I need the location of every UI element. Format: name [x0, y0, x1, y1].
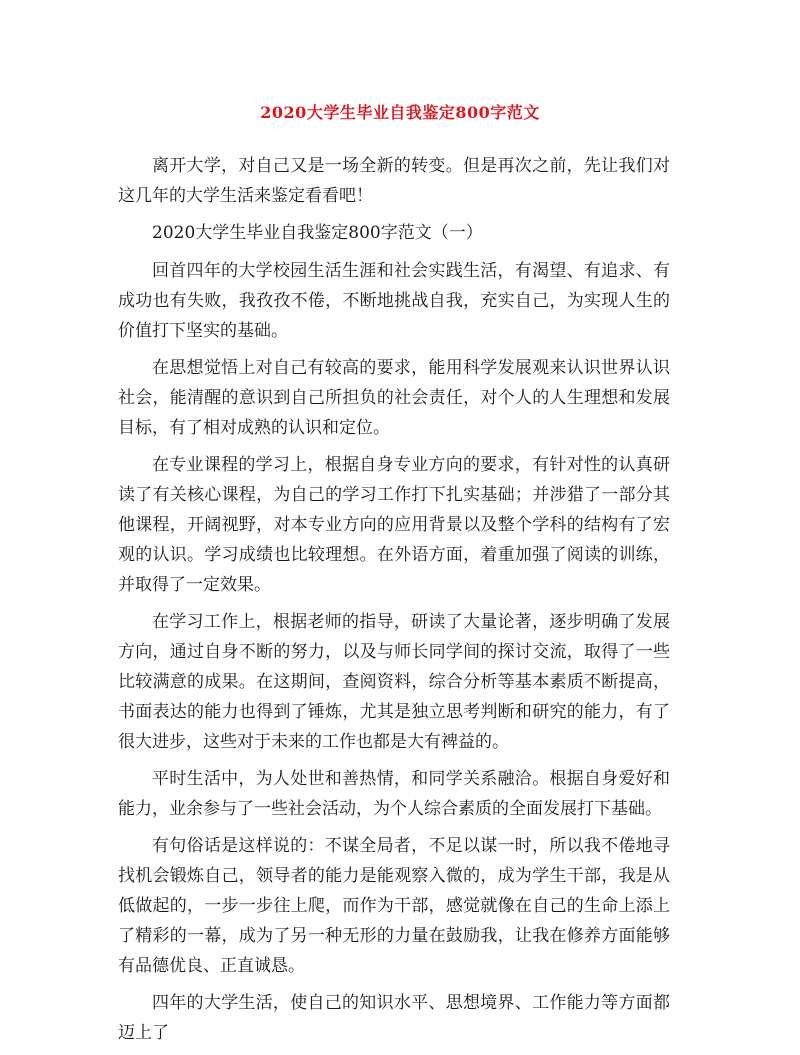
paragraph-leadership: 有句俗话是这样说的：不谋全局者，不足以谋一时，所以我不倦地寻找机会锻炼自己，领导者的能力是能观察入微的，成为学生干部，我是从低做起的，一步一步往上爬，而作为干部，感觉就像在自己的生命上添上了精彩的一幕，成为了另一种无形的力量在鼓励我，让我在修养方面能够有品德优良、正直诚恳。 [118, 836, 670, 976]
section-heading: 2020大学生毕业自我鉴定800字范文（一） [152, 223, 483, 243]
paragraph-intro: 离开大学，对自己又是一场全新的转变。但是再次之前，先让我们对这几年的大学生活来鉴定看看吧！ [118, 156, 670, 206]
paragraph-thought: 在思想觉悟上对自己有较高的要求，能用科学发展观来认识世界认识社会，能清醒的意识到自己所担负的社会责任，对个人的人生理想和发展目标，有了相对成熟的认识和定位。 [118, 358, 670, 438]
paragraph-life: 平时生活中，为人处世和善热情，和同学关系融洽。根据自身爱好和能力，业余参与了一些社会活动，为个人综合素质的全面发展打下基础。 [118, 769, 670, 819]
paragraph-research: 在学习工作上，根据老师的指导，研读了大量论著，逐步明确了发展方向，通过自身不断的努力，以及与师长同学间的探讨交流，取得了一些比较满意的成果。在这期间，查阅资料，综合分析等基本素质不断提高，书面表达的能力也得到了锤炼，尤其是独立思考判断和研究的能力，有了很大进步，这些对于未来的工作也都是大有裨益的。 [118, 612, 670, 752]
paragraph-study: 在专业课程的学习上，根据自身专业方向的要求，有针对性的认真研读了有关核心课程，为自己的学习工作打下扎实基础；并涉猎了一部分其他课程，开阔视野，对本专业方向的应用背景以及整个学科的结构有了宏观的认识。学习成绩也比较理想。在外语方面，着重加强了阅读的训练，并取得了一定效果。 [118, 455, 670, 595]
paragraph-summary: 四年的大学生活，使自己的知识水平、思想境界、工作能力等方面都迈上了 [118, 993, 670, 1043]
paragraph-review: 回首四年的大学校园生活生涯和社会实践生活，有渴望、有追求、有成功也有失败，我孜孜不倦，不断地挑战自我，充实自己，为实现人生的价值打下坚实的基础。 [118, 261, 670, 341]
page-title: 2020大学生毕业自我鉴定800字范文 [260, 103, 540, 122]
document-body [118, 151, 670, 1055]
